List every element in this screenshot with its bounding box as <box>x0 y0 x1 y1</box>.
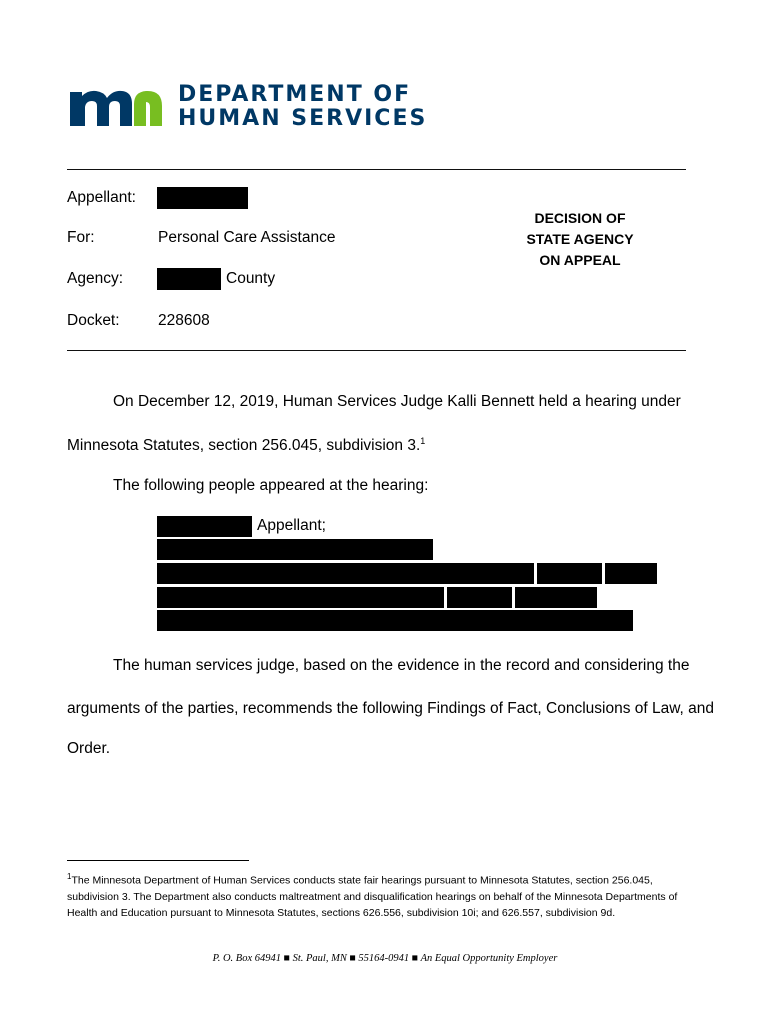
top-divider <box>67 169 686 170</box>
para3-line3: Order. <box>67 740 111 757</box>
redacted-attendee3c <box>605 563 657 584</box>
redacted-attendee4b <box>447 587 512 608</box>
page-footer: P. O. Box 64941 ■ St. Paul, MN ■ 55164-0941 ■ An Equal Opportunity Employer <box>212 953 558 964</box>
footnote <box>67 869 697 921</box>
para1-line1: On December 12, 2019, Human Services Judge Kalli Bennett held a hearing under <box>113 393 681 410</box>
redacted-attendee1 <box>157 516 252 537</box>
logo-title-line2: HUMAN SERVICES <box>178 106 428 131</box>
redacted-attendee4a <box>157 587 444 608</box>
para2: The following people appeared at the hearing: <box>113 477 429 494</box>
decision-line1: DECISION OF <box>534 210 626 226</box>
redacted-appellant <box>157 187 248 209</box>
redacted-attendee5 <box>157 610 633 631</box>
agency-label: Agency: <box>67 270 124 287</box>
docket-value: 228608 <box>158 312 210 329</box>
for-value: Personal Care Assistance <box>158 229 336 246</box>
attendee1-role: Appellant; <box>257 517 326 534</box>
footnote-text: The Minnesota Department of Human Services conducts state fair hearings pursuant to Minnesota Statutes, section 256.045, subdivision 3. The Department also conducts maltreatment and disqualification hearings on behalf of the Minnesota Departments of Health and Education pursuant to Minnesota Statutes, sections 626.556, subdivision 10i; and 626.557, subdivision 9d. <box>67 874 678 919</box>
footnote-ref: 1 <box>420 436 426 446</box>
para3-line2: arguments of the parties, recommends the following Findings of Fact, Conclusions of Law, and <box>67 700 715 717</box>
bottom-divider <box>67 350 686 351</box>
redacted-attendee3a <box>157 563 534 584</box>
docket-label: Docket: <box>67 312 120 329</box>
mn-logo-icon <box>68 84 164 128</box>
para1-line2: Minnesota Statutes, section 256.045, subdivision 3.$^1$ <box>67 436 426 455</box>
decision-line2: STATE AGENCY <box>526 231 634 247</box>
redacted-attendee2 <box>157 539 433 560</box>
redacted-attendee3b <box>537 563 602 584</box>
agency-county: County <box>226 270 276 287</box>
footnote-marker: 1 <box>67 872 72 881</box>
redacted-attendee4c <box>515 587 597 608</box>
logo-title-line1: DEPARTMENT OF <box>178 82 412 107</box>
appellant-label: Appellant: <box>67 189 136 206</box>
decision-heading <box>510 208 650 271</box>
decision-line3: ON APPEAL <box>539 252 621 268</box>
redacted-county <box>157 268 221 290</box>
footnote-divider <box>67 860 249 861</box>
for-label: For: <box>67 229 95 246</box>
para3-line1: The human services judge, based on the evidence in the record and considering the <box>113 657 690 674</box>
